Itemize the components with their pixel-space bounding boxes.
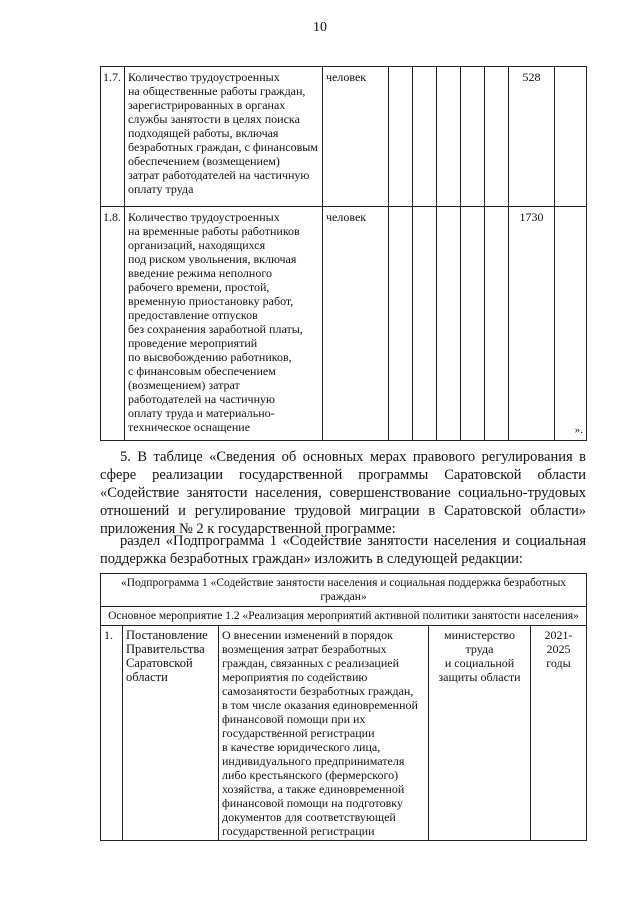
subprogram-header: «Подпрограмма 1 «Содействие занятости населения и социальная поддержка безработных граждан»: [101, 574, 587, 607]
executor-cell: министерство труда и социальной защиты области: [429, 626, 531, 841]
indicators-table: [100, 66, 587, 441]
indicator-name: Количество трудоустроенных на временные работы работников организаций, находящихся под риском увольнения, включая введение режима неполного рабочего времени, простой, временную приостановку работ, предоставление отпусков без сохранения заработной платы, проведение мероприятий по высвобождению работников, с финансовым обеспечением (возмещением) затрат работодателей на частичную оплату труда и материально- техническое оснащение: [125, 207, 323, 441]
value-cell: 1730: [509, 207, 555, 441]
value-cell: [389, 207, 413, 441]
value-cell: [437, 207, 461, 441]
table-row: [101, 207, 587, 441]
row-number: 1.: [101, 626, 123, 841]
value-cell: [413, 207, 437, 441]
value-cell: [555, 67, 587, 207]
document-type-cell: Постановление Правительства Саратовской области: [123, 626, 219, 841]
value-cell: [461, 67, 485, 207]
value-cell: [389, 67, 413, 207]
value-cell: [485, 207, 509, 441]
row-number: 1.8.: [101, 207, 125, 441]
table-header-row: [101, 607, 587, 626]
value-cell: [413, 67, 437, 207]
value-cell: [461, 207, 485, 441]
unit-cell: человек: [323, 67, 389, 207]
value-cell: [485, 67, 509, 207]
value-cell: 528: [509, 67, 555, 207]
table-row: [101, 626, 587, 841]
table-header-row: [101, 574, 587, 607]
closing-quote-mark: ».: [555, 207, 587, 441]
unit-cell: человек: [323, 207, 389, 441]
document-content-cell: О внесении изменений в порядок возмещения затрат безработных граждан, связанных с реализацией мероприятия по содействию самозанятости безработных граждан, в том числе оказания единовременной финансовой помощи при их государственной регистрации в качестве юридического лица, индивидуального предпринимателя либо крестьянского (фермерского) хозяйства, а также единовременной финансовой помощи на подготовку документов для соответствующей государственной регистрации: [219, 626, 429, 841]
period-cell: 2021-2025 годы: [531, 626, 587, 841]
legal-measures-table: [100, 573, 587, 841]
amendment-paragraph: 5. В таблице «Сведения об основных мерах правового регулирования в сфере реализации государственной программы Саратовской области «Содействие занятости населения, совершенствование социально-трудовых отношений и регулирование трудовой миграции в Саратовской области» приложения № 2 к государственной программе:: [100, 449, 586, 537]
main-measure-header: Основное мероприятие 1.2 «Реализация мероприятий активной политики занятости населения»: [101, 607, 587, 626]
section-paragraph: раздел «Подпрограмма 1 «Содействие занятости населения и социальная поддержка безработных граждан» изложить в следующей редакции:: [100, 533, 586, 567]
value-cell: [437, 67, 461, 207]
table-row: [101, 67, 587, 207]
indicator-name: Количество трудоустроенных на общественные работы граждан, зарегистрированных в органах службы занятости в целях поиска подходящей работы, включая безработных граждан, с финансовым обеспечением (возмещением) затрат работодателей на частичную оплату труда: [125, 67, 323, 207]
row-number: 1.7.: [101, 67, 125, 207]
page-number: 10: [313, 20, 327, 35]
